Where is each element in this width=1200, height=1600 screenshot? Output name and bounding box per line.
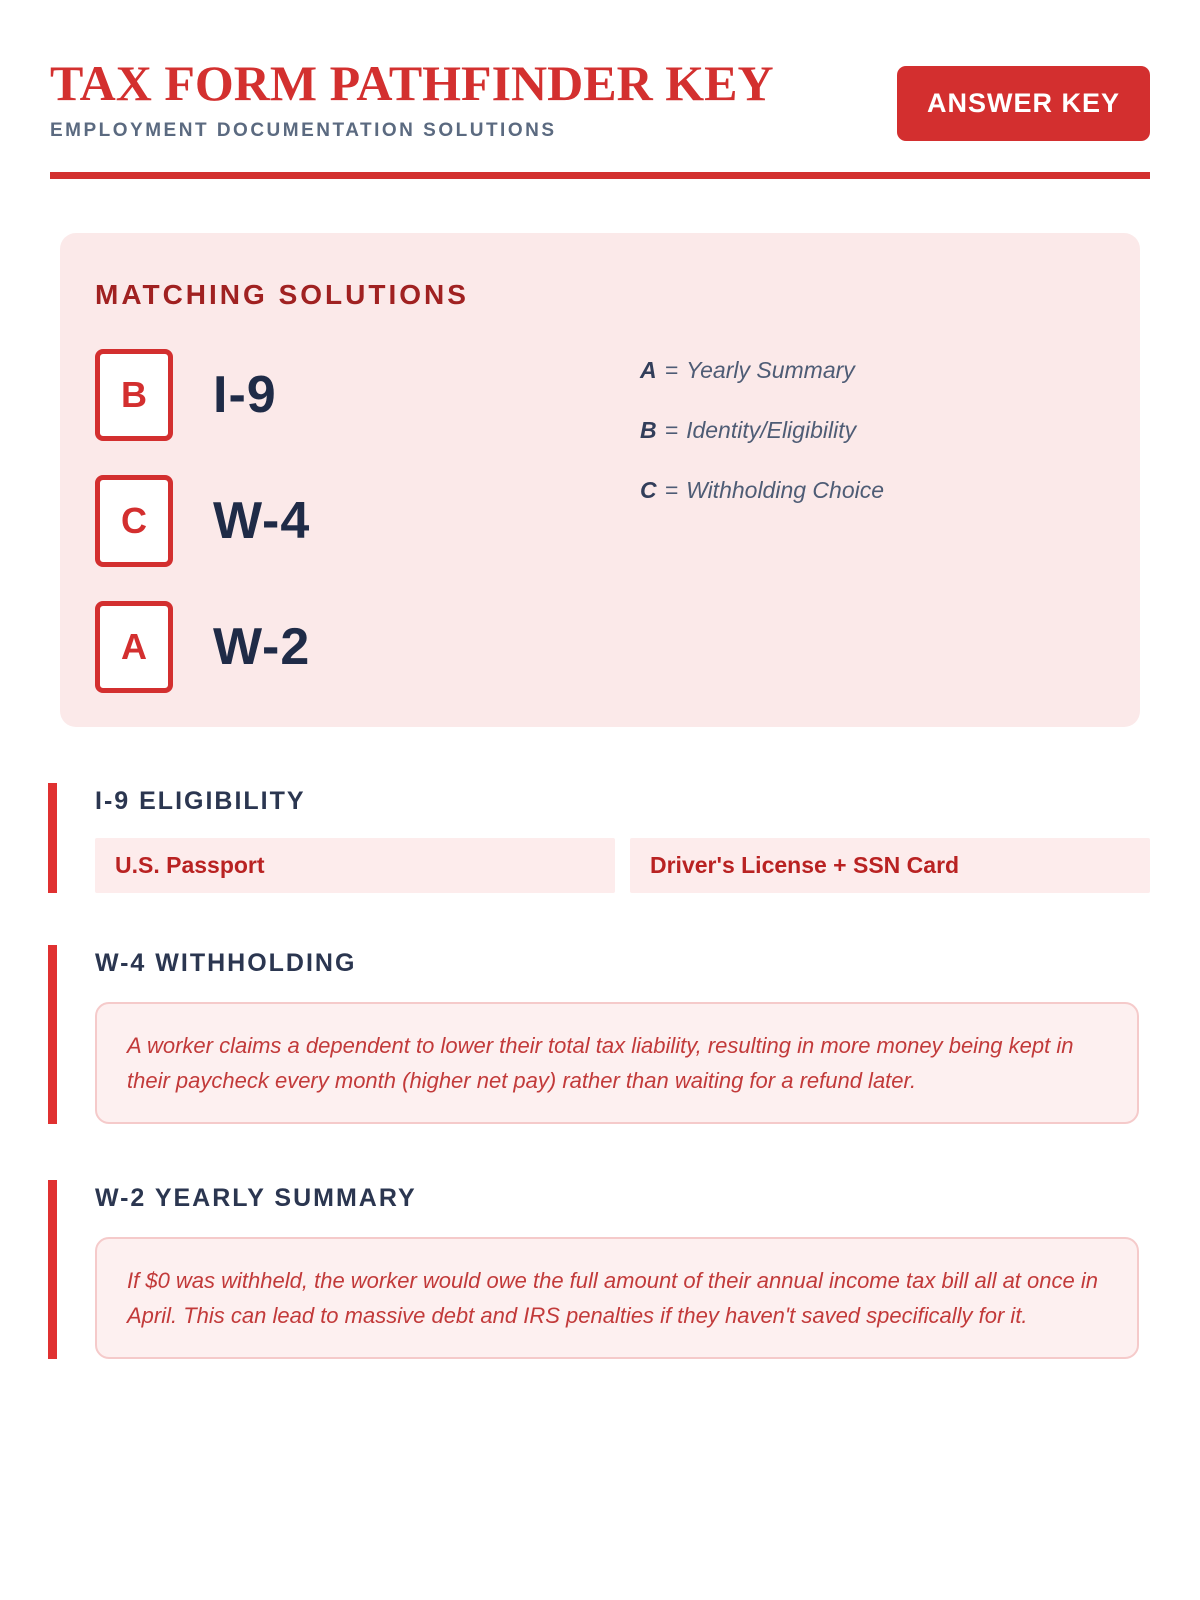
- page-title: TAX FORM PATHFINDER KEY: [50, 55, 774, 111]
- matching-rows: [95, 349, 640, 693]
- header: [50, 55, 1150, 142]
- answer-box-i9: B: [95, 349, 173, 441]
- matching-row: [95, 475, 640, 567]
- legend-item-a: [640, 357, 884, 384]
- section-heading-i9: I-9 ELIGIBILITY: [95, 787, 306, 815]
- header-divider: [50, 172, 1150, 179]
- w2-explanation-note: If $0 was withheld, the worker would owe the full amount of their annual income tax bill all at once in April. This can lead to massive debt and IRS penalties if they haven't saved specifically for it.: [95, 1237, 1139, 1359]
- chip-us-passport: U.S. Passport: [95, 838, 615, 893]
- legend-separator: =: [664, 477, 679, 503]
- w4-explanation-note: A worker claims a dependent to lower their total tax liability, resulting in more money being kept in their paycheck every month (higher net pay) rather than waiting for a refund later.: [95, 1002, 1139, 1124]
- form-label-w2: W-2: [213, 618, 311, 676]
- legend-item-b: [640, 417, 884, 444]
- answer-box-w4: C: [95, 475, 173, 567]
- matching-row: [95, 349, 640, 441]
- legend-item-c: [640, 477, 884, 504]
- page-subtitle: EMPLOYMENT DOCUMENTATION SOLUTIONS: [50, 120, 557, 141]
- legend-separator: =: [664, 417, 679, 443]
- legend-key: B: [640, 417, 657, 443]
- matching-row: [95, 601, 640, 693]
- section-i9-eligibility: [48, 783, 1150, 893]
- legend-separator: =: [664, 357, 679, 383]
- section-w4-withholding: [48, 945, 1150, 1124]
- legend-key: C: [640, 477, 657, 503]
- legend-key: A: [640, 357, 657, 383]
- legend-value: Yearly Summary: [686, 357, 855, 383]
- matching-body: [95, 349, 1095, 693]
- section-w2-yearly-summary: [48, 1180, 1150, 1359]
- matching-solutions-panel: [60, 233, 1140, 727]
- section-heading-w2: W-2 YEARLY SUMMARY: [95, 1184, 417, 1212]
- answer-box-w2: A: [95, 601, 173, 693]
- header-title-block: [50, 55, 774, 142]
- section-heading-w4: W-4 WITHHOLDING: [95, 949, 357, 977]
- legend-value: Withholding Choice: [686, 477, 885, 503]
- answer-key-button[interactable]: ANSWER KEY: [897, 66, 1150, 141]
- chip-drivers-license-ssn: Driver's License + SSN Card: [630, 838, 1150, 893]
- legend-value: Identity/Eligibility: [686, 417, 857, 443]
- i9-document-chips: [95, 838, 1150, 893]
- matching-solutions-heading: MATCHING SOLUTIONS: [95, 279, 469, 310]
- answer-legend: [640, 349, 884, 693]
- form-label-w4: W-4: [213, 492, 311, 550]
- form-label-i9: I-9: [213, 366, 277, 424]
